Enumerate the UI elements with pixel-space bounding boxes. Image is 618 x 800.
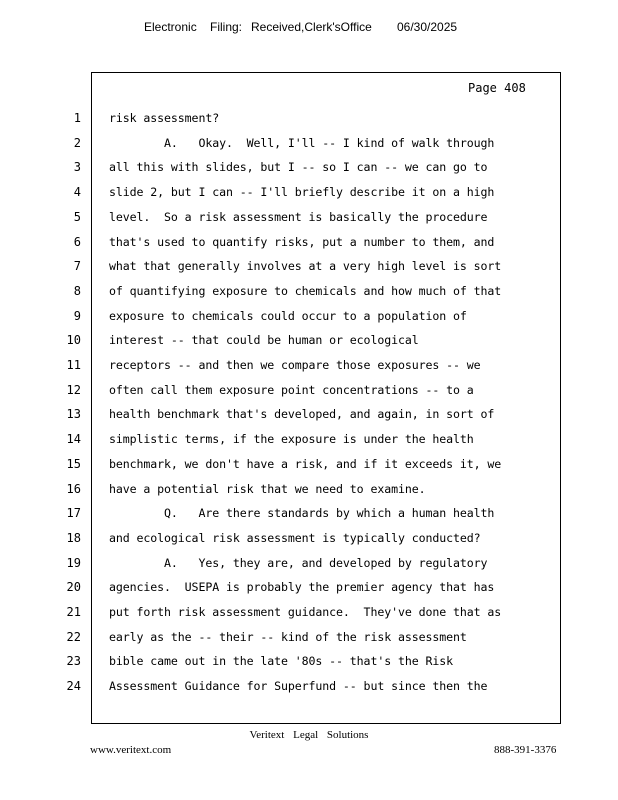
line-number: 1: [73, 111, 81, 125]
transcript-line: [0, 454, 618, 479]
header-filing: Filing:: [210, 20, 243, 34]
page-number: Page 408: [468, 81, 526, 95]
transcript-line: [0, 330, 618, 355]
line-number: 15: [66, 456, 81, 471]
transcript-line: [0, 553, 618, 578]
footer-website: www.veritext.com: [90, 744, 172, 756]
transcript-line: [0, 479, 618, 504]
transcript-line: [0, 355, 618, 380]
transcript-line: [0, 281, 618, 306]
line-number: 23: [66, 654, 81, 669]
header-electronic: Electronic: [144, 20, 197, 34]
transcript-line: [0, 157, 618, 182]
line-number: 24: [66, 679, 81, 694]
line-number: 21: [66, 605, 81, 619]
line-number: 5: [73, 209, 81, 224]
line-number: 2: [73, 135, 81, 150]
footer-phone: 888-391-3376: [494, 744, 557, 756]
line-text: all this with slides, but I -- so I can -- we can go to: [109, 160, 488, 175]
line-number: 8: [73, 283, 81, 298]
line-text: A. Okay. Well, I'll -- I kind of walk through: [109, 135, 495, 150]
transcript-line: [0, 676, 618, 701]
transcript-line: [0, 503, 618, 528]
header-date: 06/30/2025: [397, 20, 458, 34]
line-text: often call them exposure point concentrations -- to a: [109, 382, 474, 397]
transcript-line: [0, 256, 618, 281]
line-text: agencies. USEPA is probably the premier agency that has: [109, 580, 495, 595]
line-number: 9: [73, 308, 81, 323]
transcript-line: [0, 429, 618, 454]
line-text: and ecological risk assessment is typically conducted?: [109, 530, 481, 545]
line-number: 22: [66, 629, 81, 644]
transcript-line: [0, 306, 618, 331]
line-text: bible came out in the late '80s -- that's the Risk: [109, 654, 454, 669]
line-text: interest -- that could be human or ecological: [109, 333, 419, 348]
transcript-line: [0, 380, 618, 405]
line-number: 14: [66, 432, 81, 447]
transcript-line: [0, 133, 618, 158]
line-text: that's used to quantify risks, put a number to them, and: [109, 234, 495, 249]
transcript-line: [0, 232, 618, 257]
line-text: slide 2, but I can -- I'll briefly describe it on a high: [109, 185, 495, 200]
line-text: simplistic terms, if the exposure is under the health: [109, 432, 474, 447]
line-text: of quantifying exposure to chemicals and how much of that: [109, 283, 502, 298]
line-text: Assessment Guidance for Superfund -- but since then the: [109, 679, 488, 694]
line-number: 11: [66, 358, 81, 372]
line-text: A. Yes, they are, and developed by regulatory: [109, 555, 488, 570]
line-number: 16: [66, 481, 81, 496]
line-number: 6: [73, 234, 81, 249]
line-text: put forth risk assessment guidance. They've done that as: [109, 605, 502, 619]
line-number: 13: [66, 407, 81, 422]
line-number: 18: [66, 530, 81, 545]
line-number: 12: [66, 382, 81, 397]
transcript-line: [0, 207, 618, 232]
line-text: benchmark, we don't have a risk, and if it exceeds it, we: [109, 456, 502, 471]
line-text: health benchmark that's developed, and again, in sort of: [109, 407, 495, 422]
line-number: 20: [66, 580, 81, 595]
line-text: have a potential risk that we need to examine.: [109, 481, 426, 496]
transcript-line: [0, 602, 618, 627]
transcript-line: [0, 108, 618, 133]
transcript-line: [0, 404, 618, 429]
line-text: Q. Are there standards by which a human health: [109, 506, 495, 521]
line-text: early as the -- their -- kind of the risk assessment: [109, 629, 467, 644]
transcript-line: [0, 182, 618, 207]
footer-company: Veritext Legal Solutions: [249, 729, 369, 741]
line-number: 19: [66, 555, 81, 570]
line-number: 17: [66, 506, 81, 521]
transcript-line: [0, 627, 618, 652]
transcript-line: [0, 577, 618, 602]
transcript-line: [0, 651, 618, 676]
line-text: what that generally involves at a very high level is sort: [109, 259, 502, 274]
line-number: 7: [73, 259, 81, 274]
line-text: level. So a risk assessment is basically the procedure: [109, 209, 488, 224]
line-text: risk assessment?: [109, 111, 220, 125]
line-text: receptors -- and then we compare those exposures -- we: [109, 358, 481, 372]
transcript-line: [0, 528, 618, 553]
line-text: exposure to chemicals could occur to a population of: [109, 308, 467, 323]
header-received: Received,Clerk'sOffice: [251, 20, 372, 34]
line-number: 4: [73, 185, 81, 200]
line-number: 3: [73, 160, 81, 175]
filing-header: [0, 20, 618, 38]
line-number: 10: [66, 333, 81, 348]
